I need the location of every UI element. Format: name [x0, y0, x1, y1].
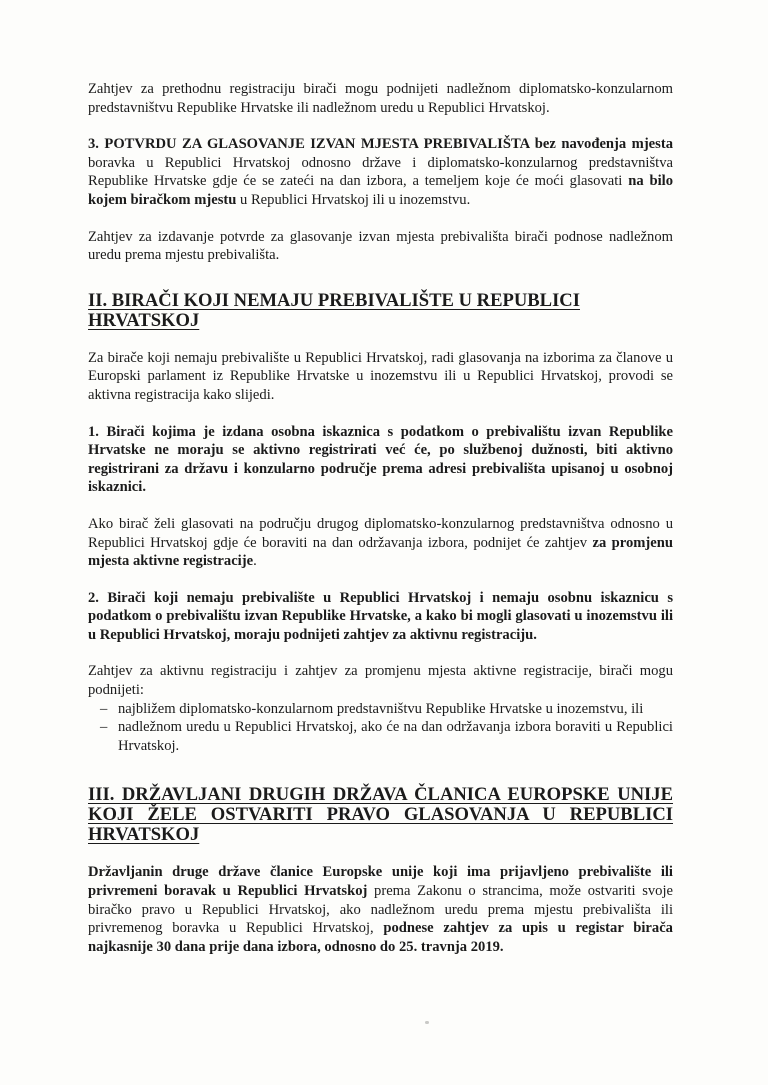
list-item — [88, 700, 673, 719]
paragraph-prior-registration-request: Zahtjev za prethodnu registraciju birači mogu podnijeti nadležnom diplomatsko-konzularnom predstavništvu Republike Hrvatske ili nadležnom uredu u Republici Hrvatskoj. — [88, 81, 673, 116]
paragraph-certificate-request: Zahtjev za izdavanje potvrde za glasovanje izvan mjesta prebivališta birači podnose nadležnom uredu prema mjestu prebivališta. — [88, 228, 673, 264]
paragraph-change-registration — [88, 515, 673, 571]
change-registration-text-1: Ako birač želi glasovati na području drugog diplomatsko-konzularnog predstavništva odnosno u Republici Hrvatskoj gdje će boraviti na dan održavanja izbora, podnijet će zahtjev — [88, 515, 673, 551]
section-iii-text-1: prema Zakonu o strancima, može ostvariti svoje biračko pravo u Republici Hrvatskoj, ako nadležnom uredu prema mjestu prebivališta ili privremenog boravka u Republici Hrvatskoj, — [88, 883, 673, 937]
paragraph-section-iii — [88, 863, 673, 956]
change-registration-text-2: . — [253, 553, 257, 570]
heading-section-ii: II. BIRAČI KOJI NEMAJU PREBIVALIŠTE U REPUBLICI HRVATSKOJ — [88, 289, 580, 331]
paragraph-section-ii-intro: Za birače koji nemaju prebivalište u Republici Hrvatskoj, radi glasovanja na izborima za članove u Europski parlament iz Republike Hrvatske u inozemstvu ili u Republici Hrvatskoj, provodi se aktivna registracija kako slijedi. — [88, 349, 673, 403]
scan-speck — [425, 1021, 429, 1024]
dash-bullet: – — [100, 719, 108, 736]
document-body — [88, 80, 673, 956]
section-3-text-1: boravka u Republici Hrvatskoj odnosno države i diplomatsko-konzularnog predstavništva Republike Hrvatske gdje će se zateći na dan izbora, a temeljem koje će moći glasovati — [88, 154, 673, 190]
section-3-bold-2: na bilo kojem biračkom mjestu — [88, 173, 673, 208]
paragraph-section-ii-point-2: 2. Birači koji nemaju prebivalište u Republici Hrvatskoj i nemaju osobnu iskaznicu s podatkom o prebivalištu izvan Republike Hrvatske, a kako bi mogli glasovati u inozemstvu ili u Republici Hrvatskoj, moraju podnijeti zahtjev za aktivnu registraciju. — [88, 589, 673, 643]
list-item — [88, 718, 673, 755]
dash-bullet: – — [100, 700, 108, 717]
section-3-lead: 3. POTVRDU ZA GLASOVANJE IZVAN MJESTA PREBIVALIŠTA — [88, 136, 530, 153]
section-iii-bold-1: Državljanin druge države članice Europske unije koji ima prijavljeno prebivalište ili privremeni boravak u Republici Hrvatskoj — [88, 864, 673, 900]
heading-section-iii: III. DRŽAVLJANI DRUGIH DRŽAVA ČLANICA EUROPSKE UNIJE KOJI ŽELE OSTVARITI PRAVO GLASOVANJA U REPUBLICI HRVATSKOJ — [88, 784, 673, 846]
submission-options-list — [88, 700, 673, 756]
paragraph-where-to-submit: Zahtjev za aktivnu registraciju i zahtjev za promjenu mjesta aktivne registracije, birači mogu podnijeti: — [88, 663, 673, 699]
list-item-text: nadležnom uredu u Republici Hrvatskoj, ako će na dan održavanja izbora boraviti u Republici Hrvatskoj. — [118, 719, 673, 754]
section-3-text-2: u Republici Hrvatskoj ili u inozemstvu. — [236, 191, 471, 208]
paragraph-section-3-certificate — [88, 135, 673, 209]
list-item-text: najbližem diplomatsko-konzularnom predstavništvu Republike Hrvatske u inozemstvu, ili — [118, 700, 644, 717]
section-iii-bold-2: podnese zahtjev za upis u registar birača najkasnije 30 dana prije dana izbora, odnosno do 25. travnja 2019. — [88, 920, 673, 955]
paragraph-section-ii-point-1: 1. Birači kojima je izdana osobna iskaznica s podatkom o prebivalištu izvan Republike Hrvatske ne moraju se aktivno registrirati već će, po službenoj dužnosti, biti aktivno registrirani za državu i konzularno područje prema adresi prebivališta upisanoj u osobnoj iskaznici. — [88, 423, 673, 496]
change-registration-bold: za promjenu mjesta aktivne registracije — [88, 534, 673, 570]
section-3-bold-1: bez navođenja mjesta — [529, 136, 673, 153]
